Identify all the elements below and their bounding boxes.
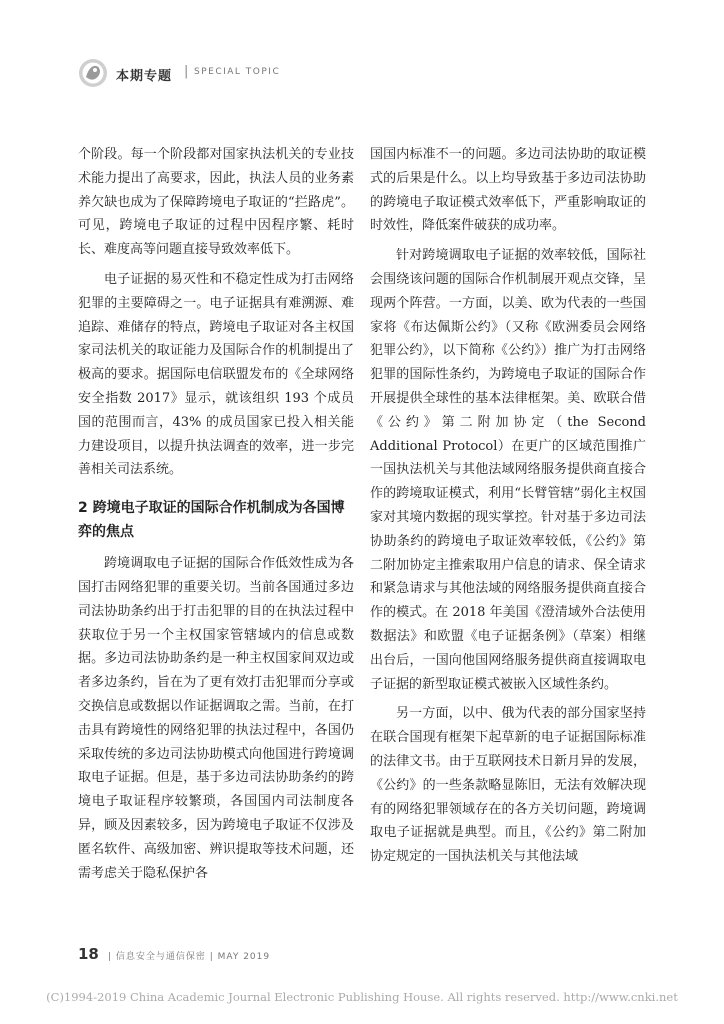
journal-info: | 信息安全与通信保密 | MAY 2019 bbox=[107, 952, 271, 962]
paragraph: 个阶段。每一个阶段都对国家执法机关的专业技术能力提出了高要求，因此，执法人员的业务素养欠缺也成为了保障跨境电子取证的“拦路虎”。可见，跨境电子取证的过程中因程序繁、耗时长、难度高等问题直接导致效率低下。 bbox=[78, 147, 354, 258]
page-footer bbox=[78, 944, 478, 964]
paragraph: 另一方面，以中、俄为代表的部分国家坚持在联合国现有框架下起草新的电子证据国际标准的法律文书。由于互联网技术日新月异的发展，《公约》的一些条款略显陈旧，无法有效解决现有的网络犯罪领域存在的各方关切问题，跨境调取电子证据就是典型。而且，《公约》第二附加协定规定的一国执法机关与其他法域 bbox=[370, 706, 646, 865]
page-header bbox=[78, 58, 378, 90]
section-title: 本期专题 bbox=[116, 69, 173, 84]
right-column bbox=[370, 143, 646, 869]
page-number: 18 bbox=[78, 945, 99, 963]
paragraph: 跨境调取电子证据的国际合作低效性成为各国打击网络犯罪的重要关切。当前各国通过多边司法协助条约出于打击犯罪的目的在执法过程中获取位于另一个主权国家管辖域内的信息或数据。多边司法协助条约是一种主权国家间双边或者多边条约，旨在为了更有效打击犯罪而分享或交换信息或数据以作证据调取之需。当前，在打击具有跨境性的网络犯罪的执法过程中，各国仍采取传统的多边司法协助模式向他国进行跨境调取电子证据。但是，基于多边司法协助条约的跨境电子取证程序较繁琐，各国国内司法制度各异，顾及因素较多，因为跨境电子取证不仅涉及匿名软件、高级加密、辨识提取等技术问题，还需考虑关于隐私保护各 bbox=[78, 556, 354, 881]
paragraph: 针对跨境调取电子证据的效率较低，国际社会围绕该问题的国际合作机制展开观点交锋，呈现两个阵营。一方面，以美、欧为代表的一些国家将《布达佩斯公约》（又称《欧洲委员会网络犯罪公约》，以下简称《公约》）推广为打击网络犯罪的国际性条约，为跨境电子取证的国际合作开展提供全球性的基本法律框架。美、欧联合借《公约》第二附加协定（the Second Additional Protocol）在更广的区域范围推广一国执法机关与其他法域网络服务提供商直接合作的跨境取证模式，利用“长臂管辖”弱化主权国家对其境内数据的现实掌控。针对基于多边司法协助条约的跨境电子取证效率较低，《公约》第二附加协定主推索取用户信息的请求、保全请求和紧急请求与其他法域的网络服务提供商直接合作的模式。在 2018 年美国《澄清域外合法使用数据法》和欧盟《电子证据条例》（草案）相继出台后，一国向他国网络服务提供商直接调取电子证据的新型取证模式被嵌入区域性条约。 bbox=[370, 248, 646, 692]
left-column bbox=[78, 143, 354, 885]
copyright-notice: (C)1994-2019 China Academic Journal Electronic Publishing House. All rights reserved. http://www.cnki.net bbox=[46, 990, 678, 1004]
journal-logo-icon bbox=[78, 58, 108, 88]
section-heading: 2 跨境电子取证的国际合作机制成为各国博弈的焦点 bbox=[78, 500, 345, 541]
paragraph: 电子证据的易灭性和不稳定性成为打击网络犯罪的主要障碍之一。电子证据具有难溯源、难追踪、难储存的特点，跨境电子取证对各主权国家司法机关的取证能力及国际合作的机制提出了极高的要求。据国际电信联盟发布的《全球网络安全指数 2017》显示，就该组织 193 个成员国的范围而言，43% 的成员国家已投入相关能力建设项目，以提升执法调查的效率，进一步完善相关司法系统。 bbox=[78, 271, 354, 478]
paragraph: 国国内标准不一的问题。多边司法协助的取证模式的后果是什么。以上均导致基于多边司法协助的跨境电子取证模式效率低下，严重影响取证的时效性，降低案件破获的成功率。 bbox=[370, 147, 646, 234]
section-subtitle: SPECIAL TOPIC bbox=[194, 67, 281, 77]
header-separator: | bbox=[184, 64, 189, 79]
